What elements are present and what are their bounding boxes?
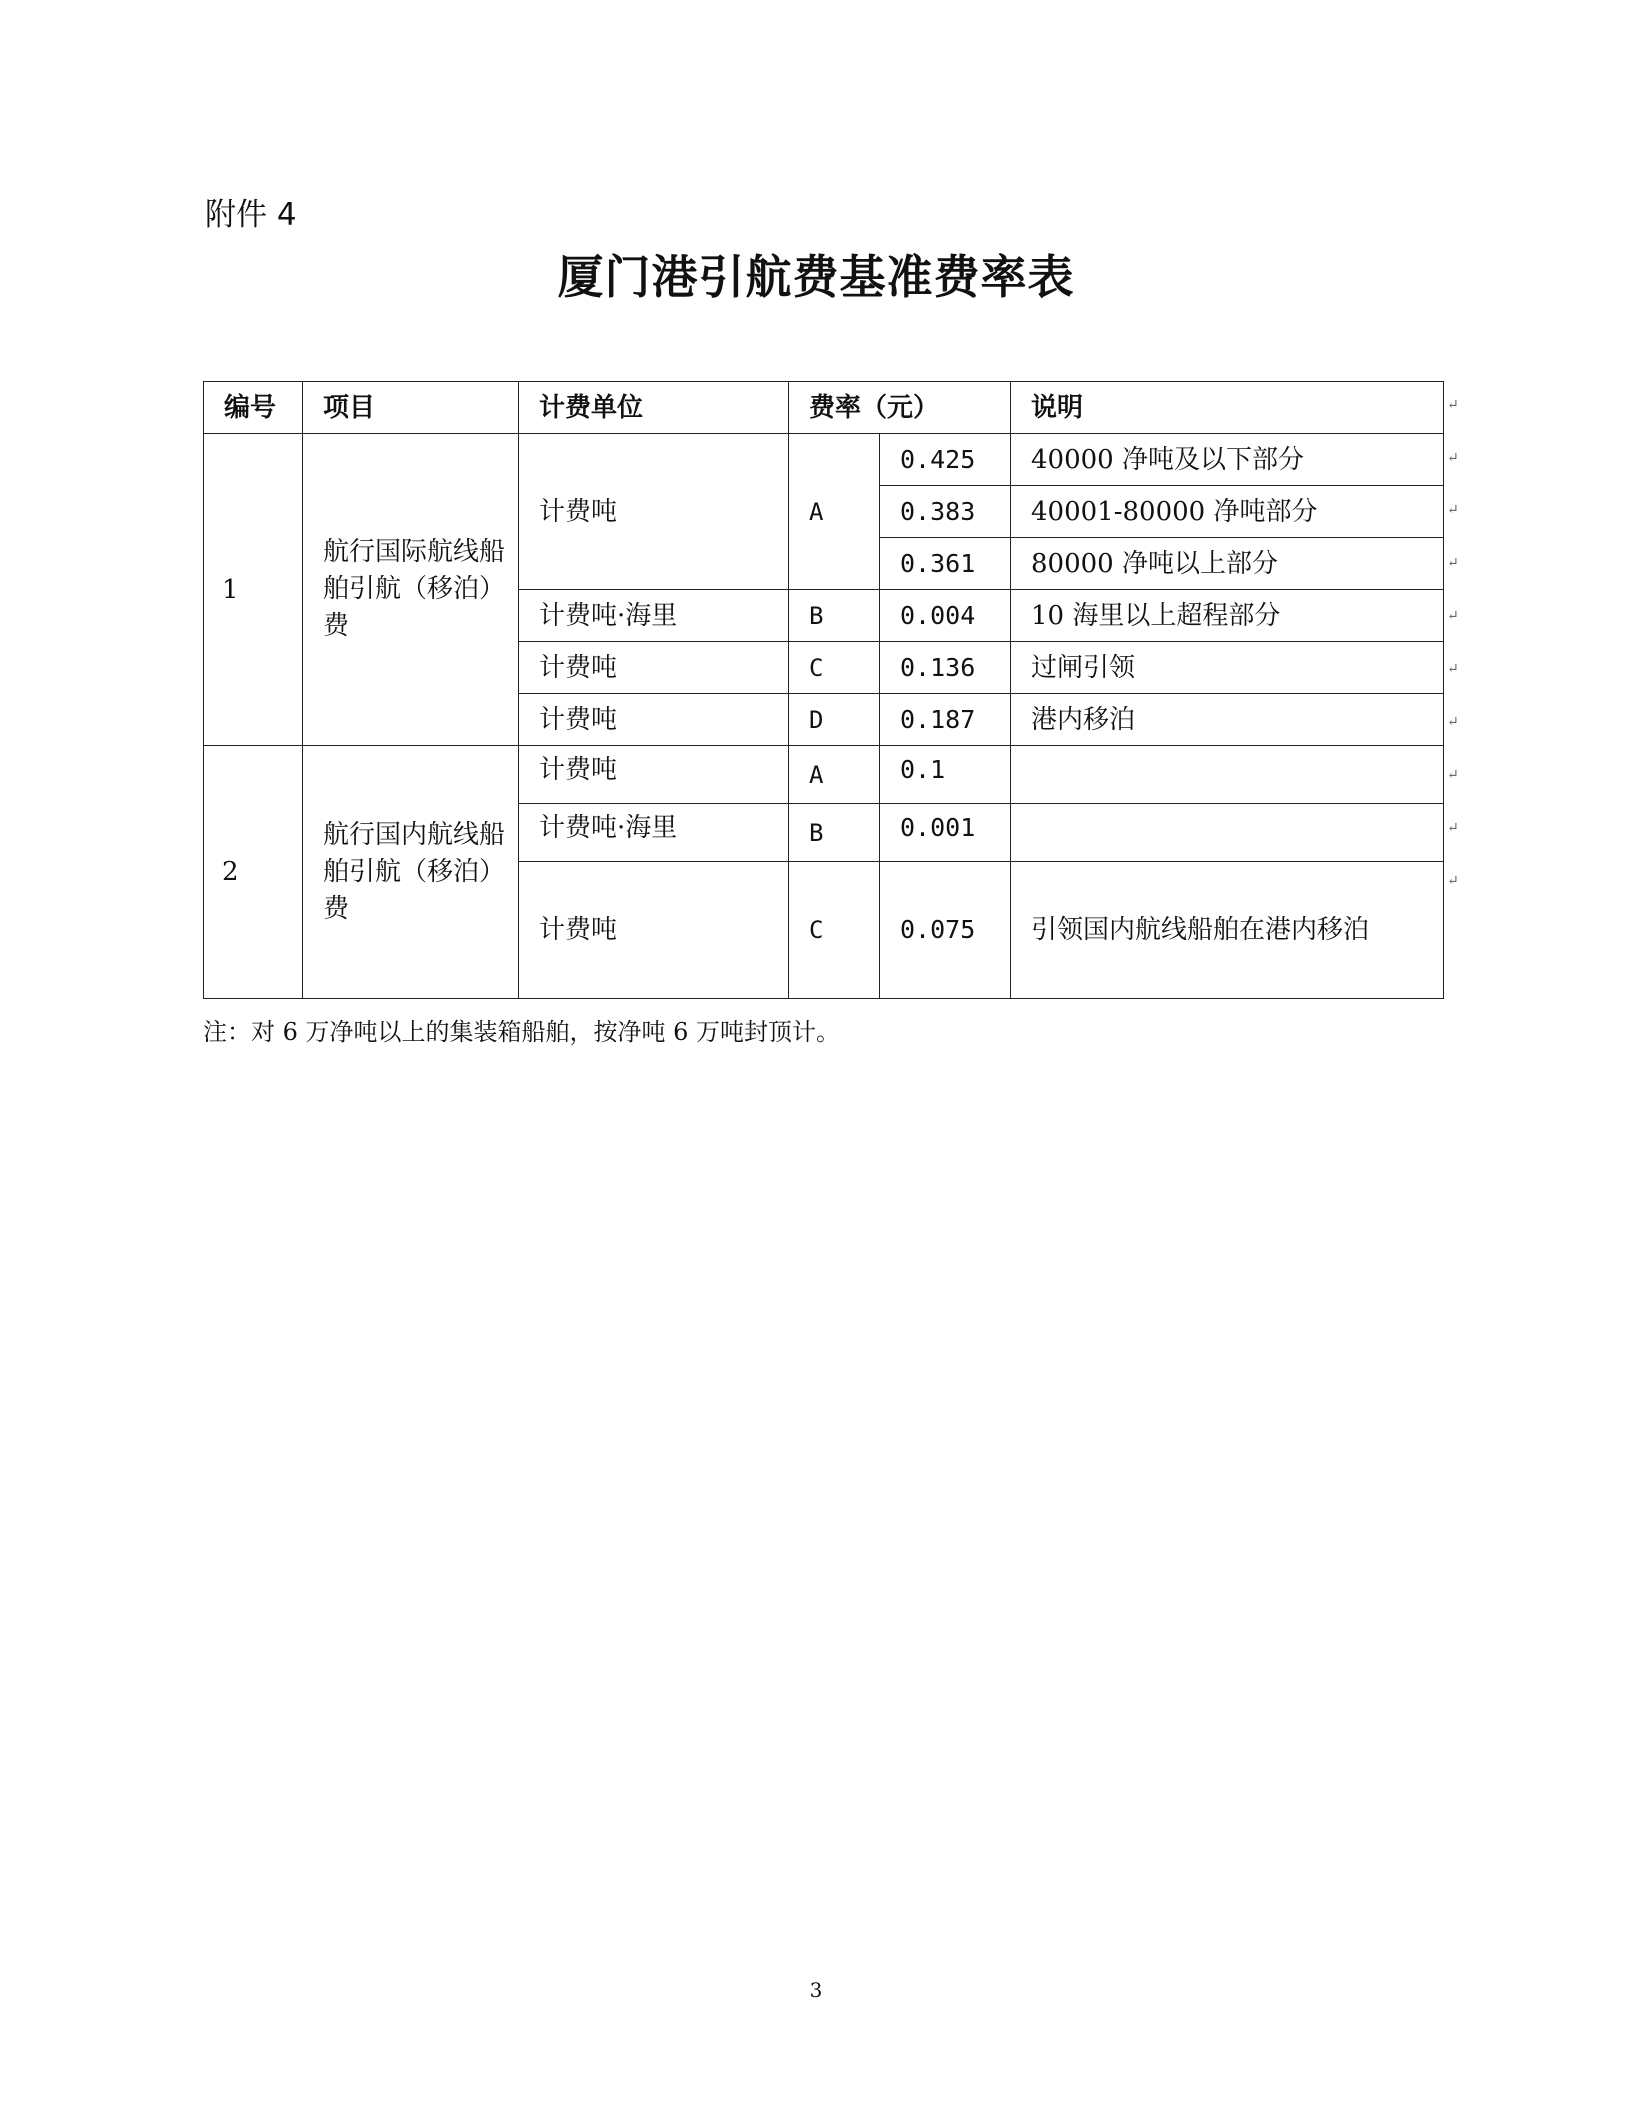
grade-cell: C — [789, 642, 880, 694]
rate-description: 10 海里以上超程部分 — [1011, 590, 1444, 642]
rate-description: 40001-80000 净吨部分 — [1011, 486, 1444, 538]
return-mark: ↵ — [1447, 450, 1459, 466]
return-mark: ↵ — [1447, 502, 1459, 518]
rate-value: 0.136 — [880, 642, 1011, 694]
group-2-id: 2 — [204, 746, 303, 999]
pilotage-rate-table — [203, 381, 1444, 999]
table-row — [204, 434, 1444, 486]
group-2-item: 航行国内航线船舶引航（移泊）费 — [303, 746, 519, 999]
header-description: 说明 — [1011, 382, 1444, 434]
return-mark: ↵ — [1447, 661, 1459, 677]
group-1-item: 航行国际航线船舶引航（移泊）费 — [303, 434, 519, 746]
rate-value: 0.187 — [880, 694, 1011, 746]
rate-description: 引领国内航线船舶在港内移泊 — [1011, 862, 1444, 999]
rate-value: 0.425 — [880, 434, 1011, 486]
rate-description — [1011, 746, 1444, 804]
grade-cell: A — [789, 746, 880, 804]
unit-cell: 计费吨·海里 — [519, 804, 789, 862]
rate-description: 过闸引领 — [1011, 642, 1444, 694]
page-number: 3 — [809, 1978, 823, 2002]
header-item: 项目 — [303, 382, 519, 434]
header-rate: 费率（元） — [789, 382, 1011, 434]
table-row — [204, 746, 1444, 804]
header-id: 编号 — [204, 382, 303, 434]
unit-cell: 计费吨 — [519, 694, 789, 746]
unit-cell: 计费吨 — [519, 746, 789, 804]
rate-description: 40000 净吨及以下部分 — [1011, 434, 1444, 486]
grade-cell: B — [789, 590, 880, 642]
return-mark: ↵ — [1447, 397, 1459, 413]
unit-cell: 计费吨 — [519, 642, 789, 694]
return-mark: ↵ — [1447, 608, 1459, 624]
return-mark: ↵ — [1447, 767, 1459, 783]
group-1-grade-a: A — [789, 434, 880, 590]
table-header-row — [204, 382, 1444, 434]
return-mark: ↵ — [1447, 873, 1459, 889]
table-footnote: 注：对 6 万净吨以上的集装箱船舶，按净吨 6 万吨封顶计。 — [203, 1018, 841, 1046]
rate-value: 0.361 — [880, 538, 1011, 590]
grade-cell: C — [789, 862, 880, 999]
group-1-unit-a: 计费吨 — [519, 434, 789, 590]
header-unit: 计费单位 — [519, 382, 789, 434]
return-mark: ↵ — [1447, 555, 1459, 571]
rate-value: 0.004 — [880, 590, 1011, 642]
group-1-id: 1 — [204, 434, 303, 746]
rate-description: 港内移泊 — [1011, 694, 1444, 746]
rate-description: 80000 净吨以上部分 — [1011, 538, 1444, 590]
document-title: 厦门港引航费基准费率表 — [557, 250, 1075, 304]
grade-cell: B — [789, 804, 880, 862]
unit-cell: 计费吨·海里 — [519, 590, 789, 642]
unit-cell: 计费吨 — [519, 862, 789, 999]
rate-value: 0.383 — [880, 486, 1011, 538]
rate-value: 0.075 — [880, 862, 1011, 999]
rate-value: 0.001 — [880, 804, 1011, 862]
return-mark: ↵ — [1447, 714, 1459, 730]
attachment-label: 附件 4 — [205, 197, 297, 233]
rate-value: 0.1 — [880, 746, 1011, 804]
grade-cell: D — [789, 694, 880, 746]
rate-description — [1011, 804, 1444, 862]
return-mark: ↵ — [1447, 820, 1459, 836]
